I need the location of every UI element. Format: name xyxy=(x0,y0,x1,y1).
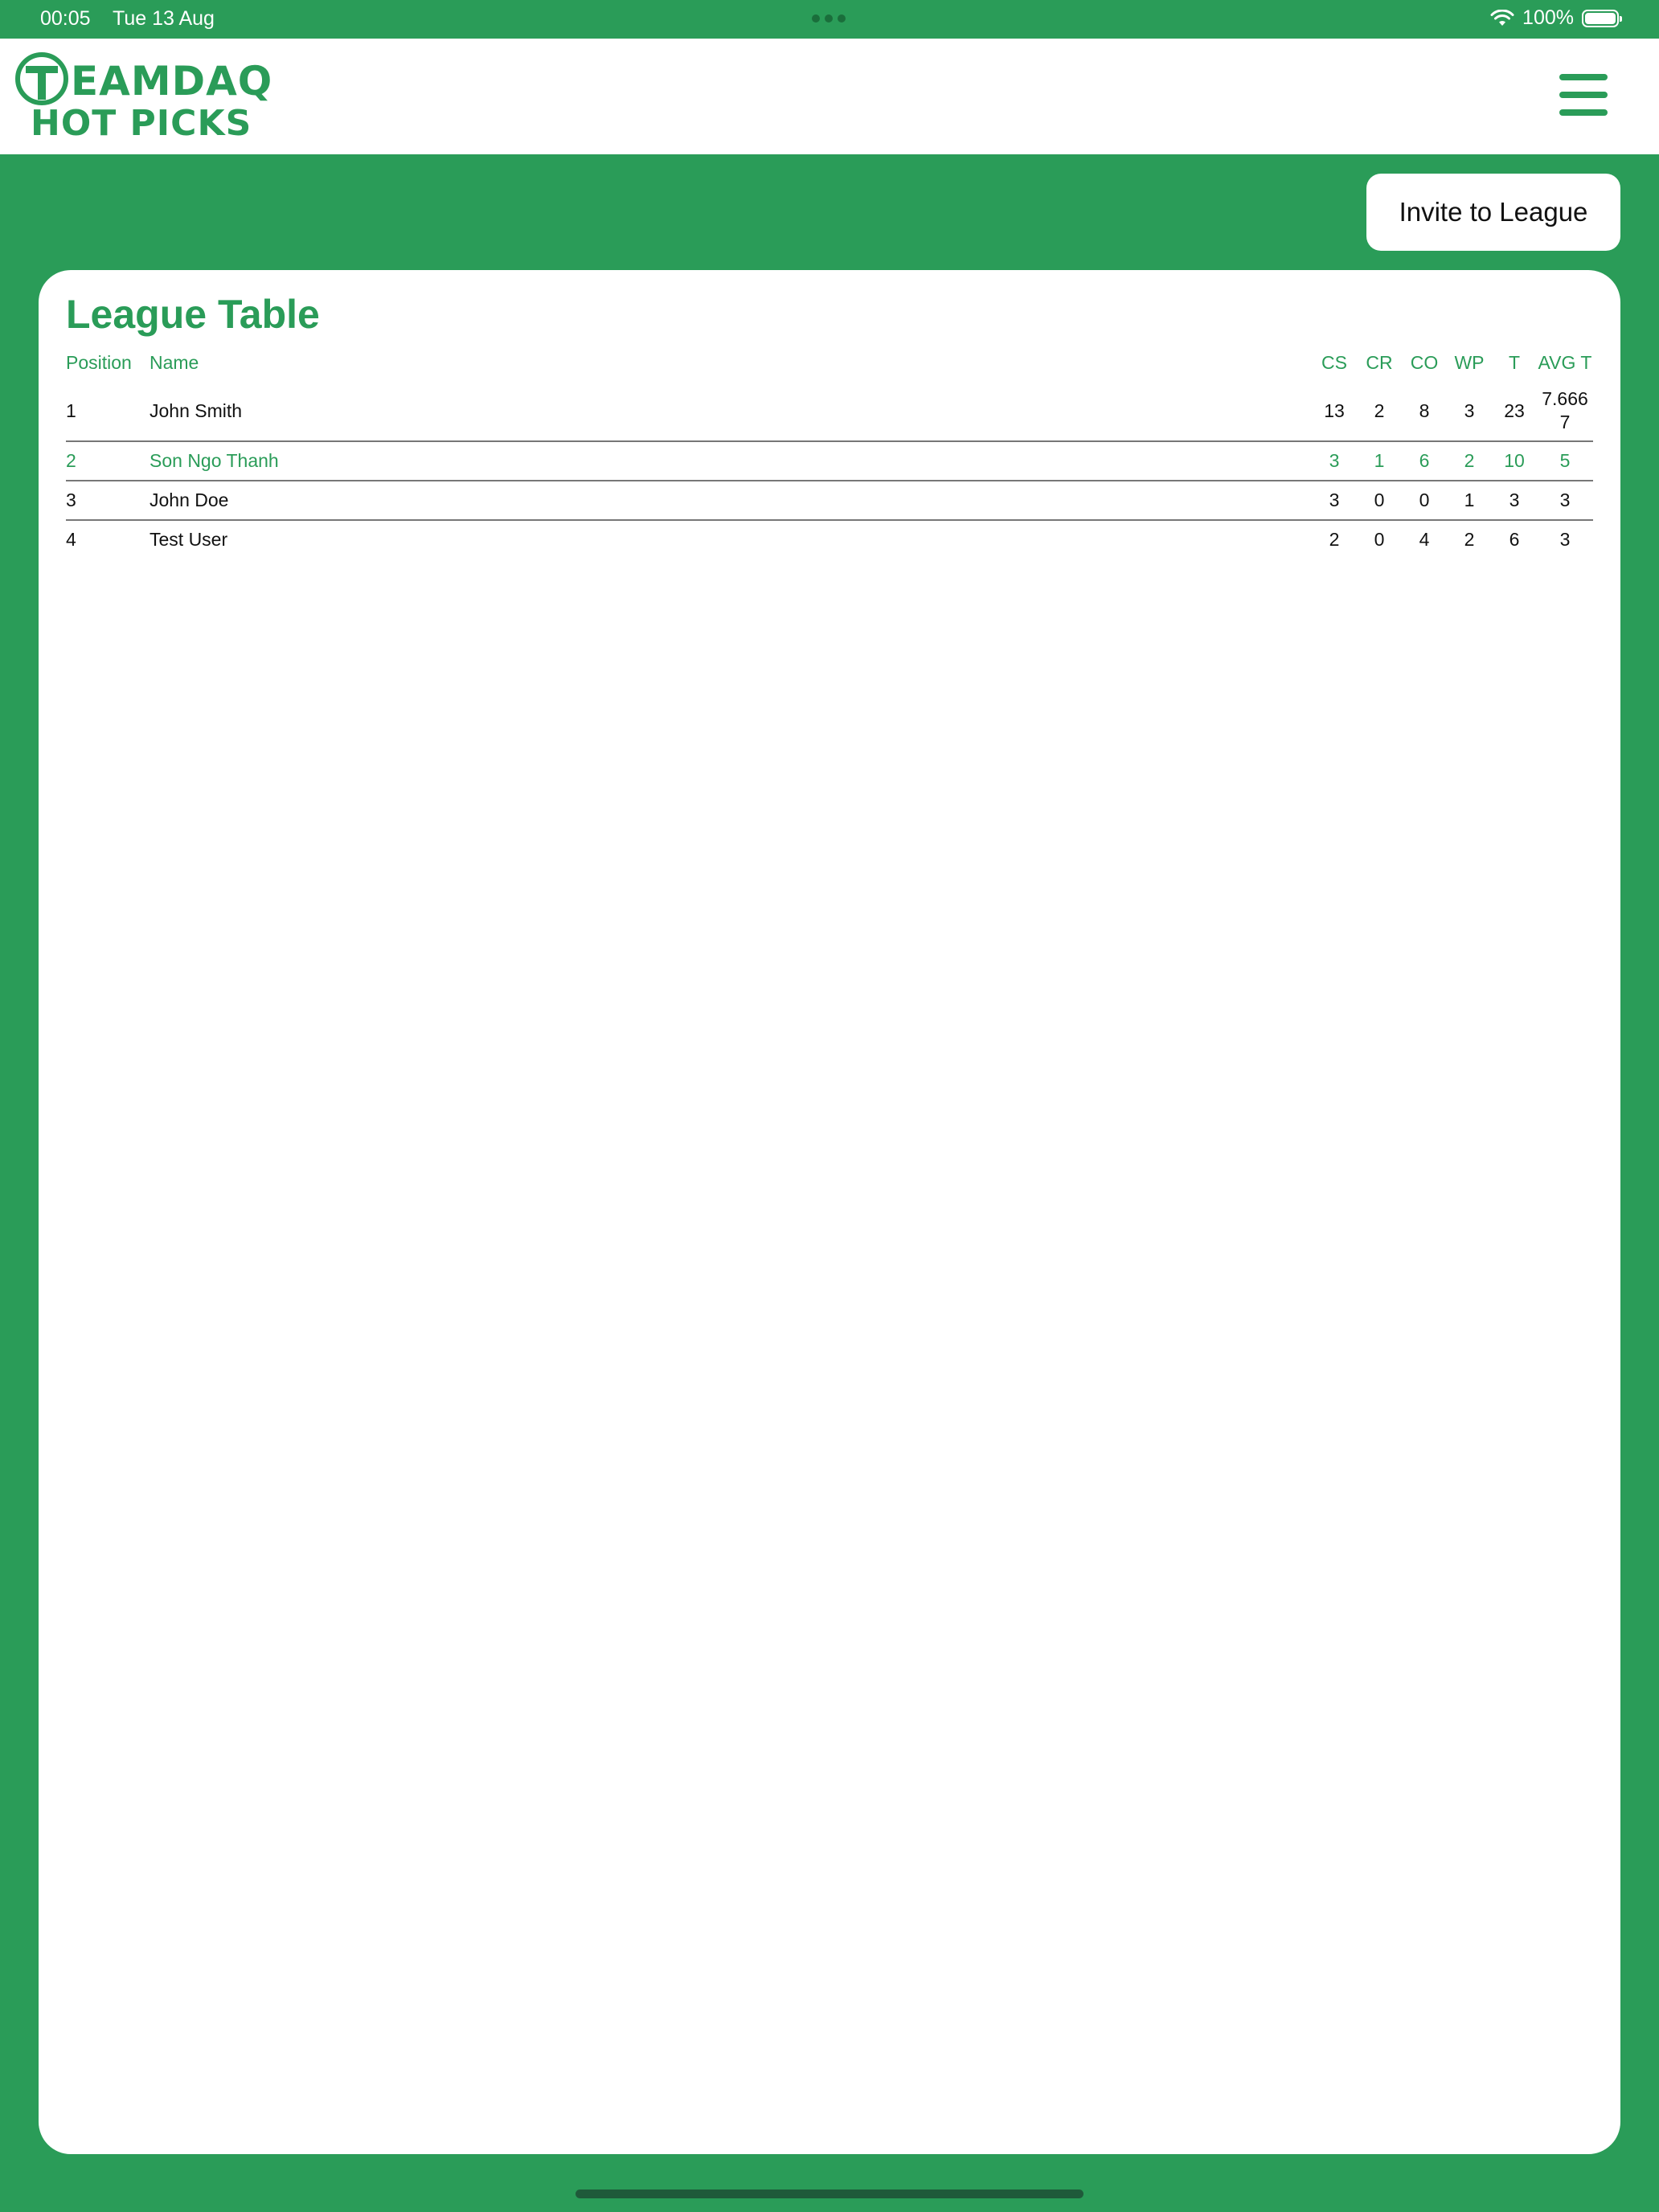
cell-co: 0 xyxy=(1419,490,1430,510)
cell-wp: 3 xyxy=(1464,399,1475,421)
logo-wordmark: EAMDAQ xyxy=(71,58,273,104)
cell-cs: 3 xyxy=(1329,490,1340,510)
table-row[interactable] xyxy=(66,481,1593,520)
table-row-current-user[interactable] xyxy=(66,441,1593,481)
cell-cr: 0 xyxy=(1374,529,1385,550)
cell-name: John Smith xyxy=(150,399,243,421)
cell-wp: 2 xyxy=(1464,450,1475,471)
column-header-co[interactable]: CO xyxy=(1410,351,1439,373)
battery-percentage: 100% xyxy=(1522,6,1574,29)
multitasking-dots-icon[interactable] xyxy=(812,14,846,23)
cell-name: John Doe xyxy=(150,490,229,510)
wifi-icon xyxy=(1490,10,1514,27)
status-date: Tue 13 Aug xyxy=(113,7,215,30)
column-header-name[interactable]: Name xyxy=(150,351,199,373)
cell-avg-t: 7.6667 xyxy=(1542,388,1588,432)
cell-name: Son Ngo Thanh xyxy=(150,450,279,471)
cell-position: 1 xyxy=(66,399,76,421)
column-header-t[interactable]: T xyxy=(1508,351,1521,373)
status-time: 00:05 xyxy=(40,7,91,30)
cell-position: 3 xyxy=(66,490,76,510)
column-header-position[interactable]: Position xyxy=(66,351,132,373)
cell-cs: 13 xyxy=(1324,399,1345,421)
logo-t-circle-icon xyxy=(14,51,71,108)
table-row[interactable] xyxy=(66,381,1593,441)
league-table-title: League Table xyxy=(66,292,320,337)
cell-cs: 2 xyxy=(1329,529,1340,550)
app-header xyxy=(0,39,1659,154)
cell-avg-t: 5 xyxy=(1559,450,1571,471)
cell-cr: 2 xyxy=(1374,399,1385,421)
cell-co: 8 xyxy=(1419,399,1430,421)
cell-co: 4 xyxy=(1419,529,1430,550)
column-header-avg-t[interactable]: AVG T xyxy=(1538,351,1592,373)
cell-cr: 0 xyxy=(1374,490,1385,510)
column-header-cr[interactable]: CR xyxy=(1366,351,1393,373)
home-indicator[interactable] xyxy=(576,2189,1083,2198)
table-row[interactable] xyxy=(66,520,1593,559)
column-header-wp[interactable]: WP xyxy=(1454,351,1485,373)
cell-t: 6 xyxy=(1509,529,1520,550)
cell-position: 4 xyxy=(66,529,76,550)
cell-t: 3 xyxy=(1509,490,1520,510)
cell-wp: 2 xyxy=(1464,529,1475,550)
status-bar xyxy=(0,0,1659,39)
league-table xyxy=(66,344,1593,559)
status-right xyxy=(1490,6,1619,30)
hamburger-menu-icon[interactable] xyxy=(1559,74,1608,119)
teamdaq-logo[interactable] xyxy=(14,47,273,144)
cell-avg-t: 3 xyxy=(1559,490,1571,510)
league-table-card xyxy=(39,270,1620,2154)
cell-avg-t: 3 xyxy=(1559,529,1571,550)
battery-icon xyxy=(1582,10,1619,27)
cell-position: 2 xyxy=(66,450,76,471)
logo-subtitle: HOT PICKS xyxy=(31,103,252,144)
cell-t: 23 xyxy=(1504,399,1525,421)
cell-cs: 3 xyxy=(1329,450,1340,471)
cell-cr: 1 xyxy=(1374,450,1385,471)
cell-wp: 1 xyxy=(1464,490,1475,510)
invite-to-league-button[interactable]: Invite to League xyxy=(1366,174,1620,251)
column-header-cs[interactable]: CS xyxy=(1321,351,1347,373)
cell-co: 6 xyxy=(1419,450,1430,471)
table-header-row xyxy=(66,344,1593,381)
cell-name: Test User xyxy=(150,529,228,550)
cell-t: 10 xyxy=(1504,450,1525,471)
